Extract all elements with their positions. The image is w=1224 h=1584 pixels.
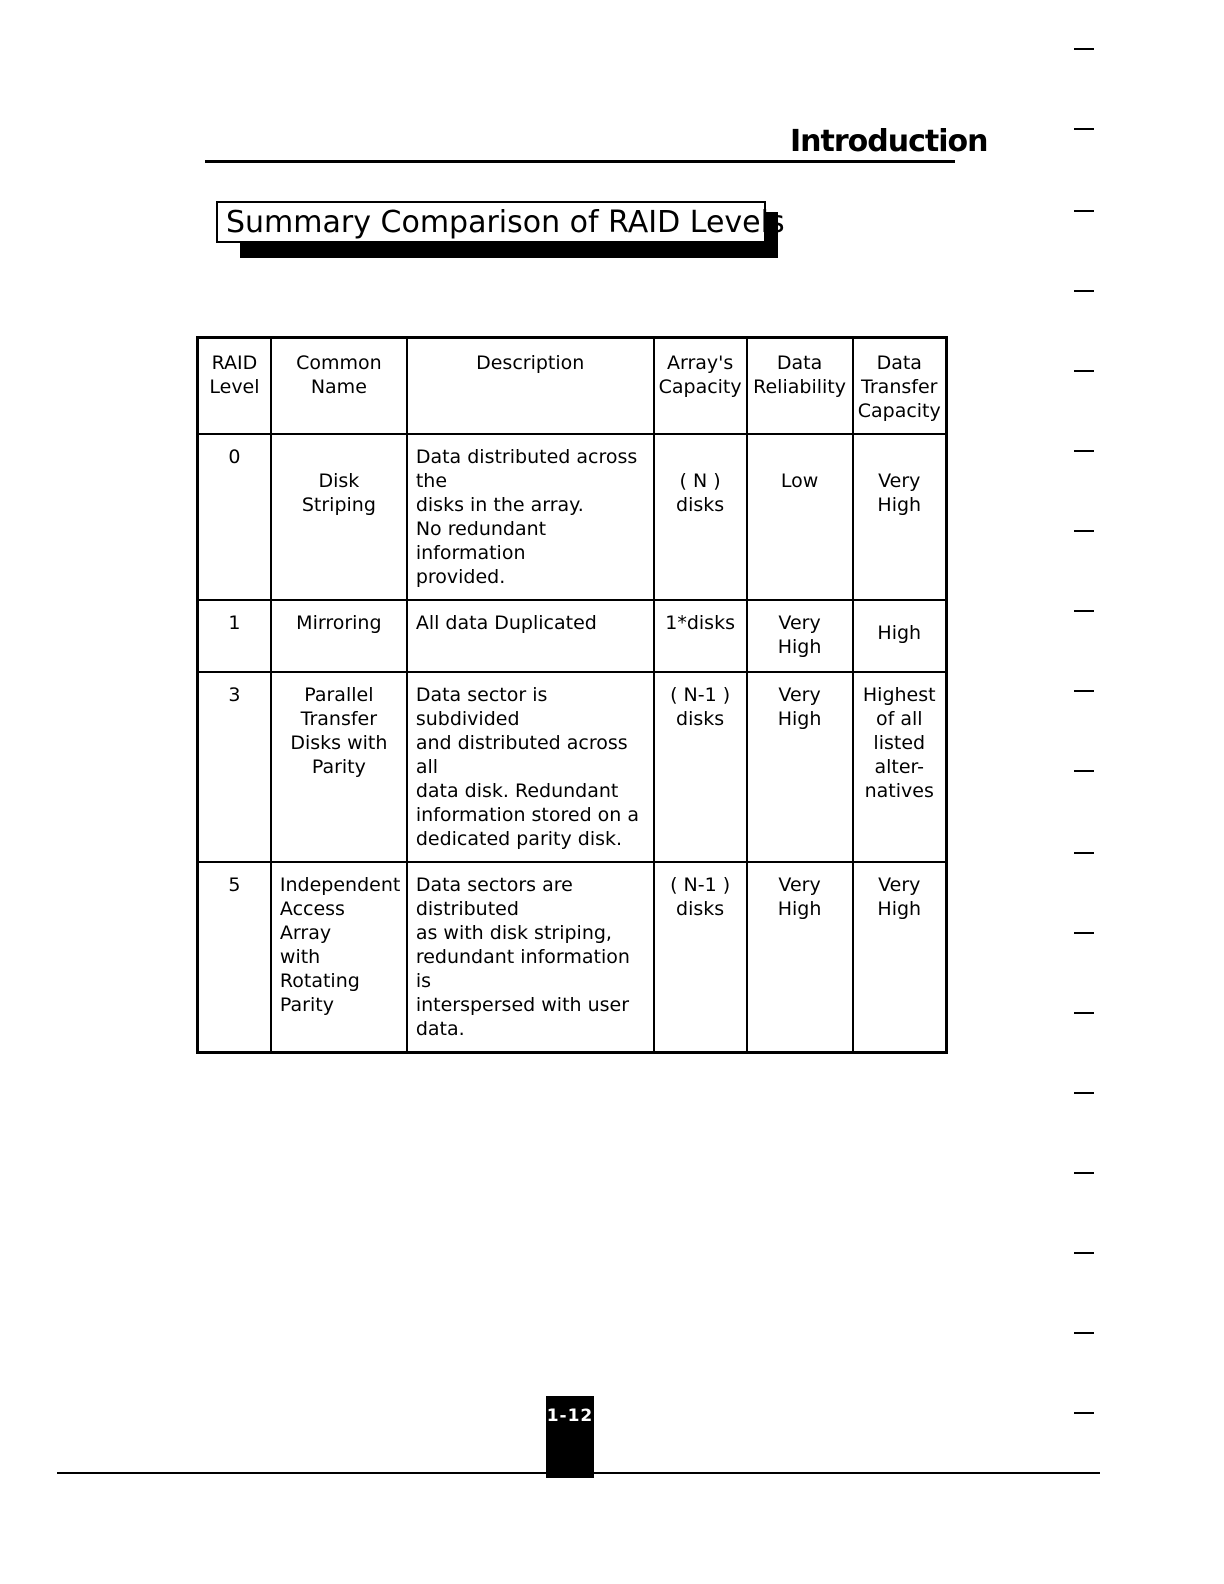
description-cell: Data distributed across the disks in the array. No redundant information provided. xyxy=(407,434,654,600)
margin-mark xyxy=(1074,770,1094,772)
description-cell: Data sectors are distributed as with disk striping, redundant information is interspersed with user data. xyxy=(407,862,654,1053)
document-title: Summary Comparison of RAID Levels xyxy=(216,201,766,243)
capacity-cell: ( N ) disks xyxy=(654,434,747,600)
margin-mark xyxy=(1074,48,1094,50)
raid-level-cell: 1 xyxy=(198,600,271,672)
reliability-cell: Low xyxy=(747,434,853,600)
margin-mark xyxy=(1074,932,1094,934)
transfer-capacity-cell: Very High xyxy=(853,862,947,1053)
margin-mark xyxy=(1074,610,1094,612)
capacity-cell: ( N-1 ) disks xyxy=(654,862,747,1053)
margin-mark xyxy=(1074,1092,1094,1094)
raid-comparison-table xyxy=(196,336,948,1054)
reliability-cell: Very High xyxy=(747,862,853,1053)
header-rule xyxy=(205,160,955,163)
transfer-capacity-cell: Highest of all listed alter- natives xyxy=(853,672,947,862)
margin-mark xyxy=(1074,1172,1094,1174)
common-name-cell: Mirroring xyxy=(271,600,407,672)
column-header-description: Description xyxy=(407,338,654,435)
margin-mark xyxy=(1074,210,1094,212)
margin-mark xyxy=(1074,370,1094,372)
margin-mark xyxy=(1074,1252,1094,1254)
raid-level-cell: 5 xyxy=(198,862,271,1053)
column-header-data-transfer-capacity: Data Transfer Capacity xyxy=(853,338,947,435)
raid-level-cell: 3 xyxy=(198,672,271,862)
reliability-cell: Very High xyxy=(747,672,853,862)
reliability-cell: Very High xyxy=(747,600,853,672)
raid-level-cell: 0 xyxy=(198,434,271,600)
capacity-cell: ( N-1 ) disks xyxy=(654,672,747,862)
transfer-capacity-cell: High xyxy=(853,600,947,672)
description-cell: Data sector is subdivided and distributed across all data disk. Redundant information stored on a dedicated parity disk. xyxy=(407,672,654,862)
column-header-data-reliability: Data Reliability xyxy=(747,338,853,435)
column-header-arrays-capacity: Array's Capacity xyxy=(654,338,747,435)
common-name-cell: Parallel Transfer Disks with Parity xyxy=(271,672,407,862)
margin-mark xyxy=(1074,450,1094,452)
margin-mark xyxy=(1074,290,1094,292)
footer-rule xyxy=(57,1472,1100,1474)
margin-mark xyxy=(1074,1412,1094,1414)
margin-mark xyxy=(1074,852,1094,854)
margin-mark xyxy=(1074,1332,1094,1334)
column-header-common-name: Common Name xyxy=(271,338,407,435)
table-row xyxy=(198,434,947,600)
column-header-raid-level: RAID Level xyxy=(198,338,271,435)
table-row xyxy=(198,672,947,862)
section-title: Introduction xyxy=(790,124,988,159)
table-row xyxy=(198,600,947,672)
table-header-row xyxy=(198,338,947,435)
common-name-cell: Disk Striping xyxy=(271,434,407,600)
page-number: 1-12 xyxy=(546,1396,594,1478)
margin-mark xyxy=(1074,128,1094,130)
capacity-cell: 1*disks xyxy=(654,600,747,672)
table-row xyxy=(198,862,947,1053)
margin-mark xyxy=(1074,690,1094,692)
margin-mark xyxy=(1074,1012,1094,1014)
margin-mark xyxy=(1074,530,1094,532)
description-cell: All data Duplicated xyxy=(407,600,654,672)
common-name-cell: Independent Access Array with Rotating Parity xyxy=(271,862,407,1053)
transfer-capacity-cell: Very High xyxy=(853,434,947,600)
